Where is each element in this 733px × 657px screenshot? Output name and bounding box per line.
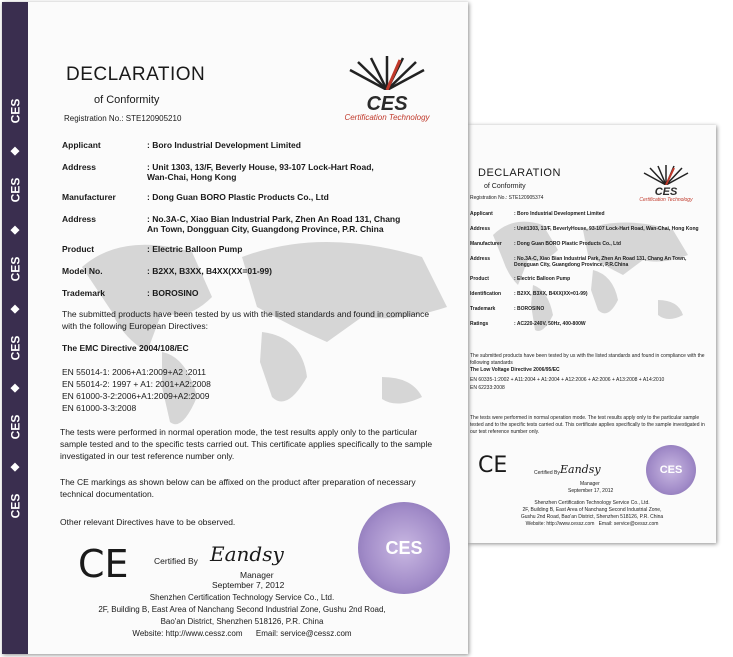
directive-name: The Low Voltage Directive 2006/95/EC — [470, 367, 560, 373]
doc-subtitle: of Conformity — [484, 183, 526, 190]
issuer-footer — [468, 500, 716, 528]
standard-3: EN 61000-3-2:2006+A1:2009+A2:2009 — [62, 391, 210, 401]
field-row — [62, 162, 374, 182]
field-row — [470, 291, 588, 297]
field-row — [470, 211, 605, 217]
logo-tagline: Certification Technology — [344, 113, 430, 122]
stripe-label: CES — [8, 177, 22, 203]
ce-mark: CE — [478, 453, 508, 478]
signing-date: September 17, 2012 — [568, 488, 614, 494]
logo-rays-icon — [328, 56, 446, 90]
field-label: Applicant — [470, 211, 493, 217]
signing-date: September 7, 2012 — [212, 580, 285, 590]
issuer-address-2: Bao'an District, Shenzhen 518126, P.R. China — [160, 617, 324, 626]
field-row — [470, 241, 621, 247]
field-value: : No.3A-C, Xiao Bian Industrial Park, Zhen An Road 131, Chang An Town, Dongguan City, Guangdong Province, P.R.China — [514, 256, 687, 268]
field-row — [470, 276, 570, 282]
stripe-label: CES — [8, 256, 22, 282]
stripe-label: CES — [8, 335, 22, 361]
tests-statement: The tests were performed in normal operation mode, the test results apply only to the particular sample tested and to the specific tests carried out. This certificate applies specifically to the sample investigated in our test reference number only. — [60, 427, 433, 461]
logo-rays-icon — [630, 165, 702, 185]
field-row — [470, 256, 686, 268]
field-row — [62, 244, 242, 254]
tests-statement: The tests were performed in normal operation mode. The test results apply only to the particular sample tested and to the specific tests carried out. This certificate applies specifically to the sample investigated in our test reference number only. — [470, 415, 705, 435]
signer-role: Manager — [580, 481, 600, 487]
field-label: Trademark — [62, 288, 105, 298]
field-value: : Dong Guan BORO Plastic Products Co., Ltd — [514, 241, 621, 247]
field-value: : No.3A-C, Xiao Bian Industrial Park, Zhen An Road 131, Chang An Town, Dongguan City, Guangdong Province, P.R. China — [147, 214, 401, 234]
field-row — [62, 140, 301, 150]
field-label: Product — [62, 244, 95, 254]
field-value: : Electric Balloon Pump — [147, 244, 243, 254]
diamond-icon: ◆ — [10, 461, 20, 473]
issuer-company: Shenzhen Certification Technology Service Co., Ltd. — [534, 500, 650, 506]
field-label: Address — [470, 256, 491, 262]
field-value: : B2XX, B3XX, B4XX(XX=01-99) — [147, 266, 272, 276]
ces-seal: CES — [646, 445, 696, 495]
field-value: : B2XX, B3XX, B4XX(XX=01-99) — [514, 291, 588, 297]
standard-4: EN 61000-3-3:2008 — [62, 403, 137, 413]
standard-2: EN 55014-2: 1997 + A1: 2001+A2:2008 — [62, 379, 211, 389]
stripe-label: CES — [8, 98, 22, 124]
field-row — [62, 288, 198, 298]
field-label: Identification — [470, 291, 502, 297]
doc-subtitle: of Conformity — [94, 94, 160, 106]
field-value: : AC220-240V, 50Hz, 400-800W — [514, 321, 586, 327]
field-value: : Electric Balloon Pump — [514, 276, 571, 282]
field-label: Applicant — [62, 140, 101, 150]
compliance-statement: The submitted products have been tested by us with the listed standards and found in compliance with the following European Directives: — [62, 309, 430, 331]
issuer-email[interactable]: Email: service@cessz.com — [255, 629, 352, 638]
standard-2: EN 62233:2008 — [470, 385, 505, 391]
doc-title: DECLARATION — [478, 167, 561, 179]
issuer-footer — [62, 592, 422, 640]
field-label: Manufacturer — [470, 241, 502, 247]
field-value: : Boro Industrial Development Limited — [514, 211, 605, 217]
issuer-address-1: 2F, Building B, East Area of Nanchang Second Industrial Zone, — [522, 507, 662, 513]
signer-role: Manager — [240, 570, 274, 580]
certified-by-label: Certified By — [534, 470, 560, 476]
issuer-address-2: Gushu 2nd Road, Bao'an District, Shenzhen 518126, P.R. China — [520, 514, 664, 520]
field-row — [62, 192, 329, 202]
issuer-website[interactable]: Website: http://www.cessz.com — [132, 629, 243, 638]
front-certificate — [2, 2, 468, 654]
field-value: : Dong Guan BORO Plastic Products Co., Ltd — [147, 192, 329, 202]
side-stripe — [2, 2, 28, 654]
ce-marking-statement: The CE markings as shown below can be affixed on the product after preparation of necessary technical documentation. — [60, 477, 416, 499]
issuer-website[interactable]: Website: http://www.cessz.com — [525, 521, 595, 527]
field-label: Product — [470, 276, 489, 282]
ces-logo — [328, 56, 446, 122]
stripe-label: CES — [8, 414, 22, 440]
field-value: : BOROSINO — [514, 306, 545, 312]
field-label: Address — [62, 214, 97, 224]
stripe-label: CES — [8, 493, 22, 519]
diamond-icon: ◆ — [10, 145, 20, 157]
issuer-company: Shenzhen Certification Technology Service Co., Ltd. — [149, 593, 335, 602]
field-label: Address — [470, 226, 491, 232]
field-row — [470, 226, 699, 232]
other-directives: Other relevant Directives have to be observed. — [60, 517, 236, 527]
certified-by-label: Certified By — [154, 556, 198, 566]
field-value: : Boro Industrial Development Limited — [147, 140, 301, 150]
logo-tagline: Certification Technology — [639, 197, 693, 203]
directive-name: The EMC Directive 2004/108/EC — [62, 343, 189, 353]
field-value: : Unit 1303, 13/F, Beverly House, 93-107 Lock-Hart Road, Wan-Chai, Hong Kong — [147, 162, 374, 182]
diamond-icon: ◆ — [10, 224, 20, 236]
standard-1: EN 60335-1:2002 + A11:2004 + A1:2004 + A12:2006 + A2:2006 + A13:2008 + A14:2010 — [470, 377, 665, 383]
diamond-icon: ◆ — [10, 303, 20, 315]
back-certificate — [468, 125, 716, 543]
doc-title: DECLARATION — [66, 64, 206, 85]
field-row — [470, 306, 544, 312]
registration-number: Registration No.: STE120905210 — [64, 114, 182, 123]
field-label: Trademark — [470, 306, 496, 312]
manager-signature: Eandsy — [210, 542, 284, 566]
field-label: Model No. — [62, 266, 103, 276]
field-label: Address — [62, 162, 97, 172]
diamond-icon: ◆ — [10, 382, 20, 394]
field-label: Manufacturer — [62, 192, 116, 202]
logo-brand: CES — [654, 186, 678, 198]
standard-1: EN 55014-1: 2006+A1:2009+A2 :2011 — [62, 367, 206, 377]
logo-brand: CES — [366, 93, 408, 115]
field-label: Ratings — [470, 321, 489, 327]
ce-mark: CE — [78, 542, 129, 586]
field-value: : Unit1303, 13/F, BeverlyHouse, 93-107 Lock-Hart Road, Wan-Chai, Hong Kong — [514, 226, 699, 232]
issuer-address-1: 2F, Building B, East Area of Nanchang Second Industrial Zone, Gushu 2nd Road, — [98, 605, 386, 614]
field-row — [62, 266, 272, 276]
issuer-email[interactable]: Email: service@cessz.com — [598, 521, 659, 527]
ces-logo — [630, 165, 702, 201]
world-map-watermark — [62, 227, 462, 447]
ces-seal: CES — [358, 502, 450, 594]
registration-number: Registration No.: STE120905374 — [470, 195, 544, 201]
field-row — [62, 214, 400, 234]
manager-signature: Eandsy — [560, 463, 601, 476]
field-value: : BOROSINO — [147, 288, 199, 298]
compliance-statement: The submitted products have been tested by us with the listed standards and found in compliance with the following standards — [470, 353, 705, 366]
field-row — [470, 321, 586, 327]
